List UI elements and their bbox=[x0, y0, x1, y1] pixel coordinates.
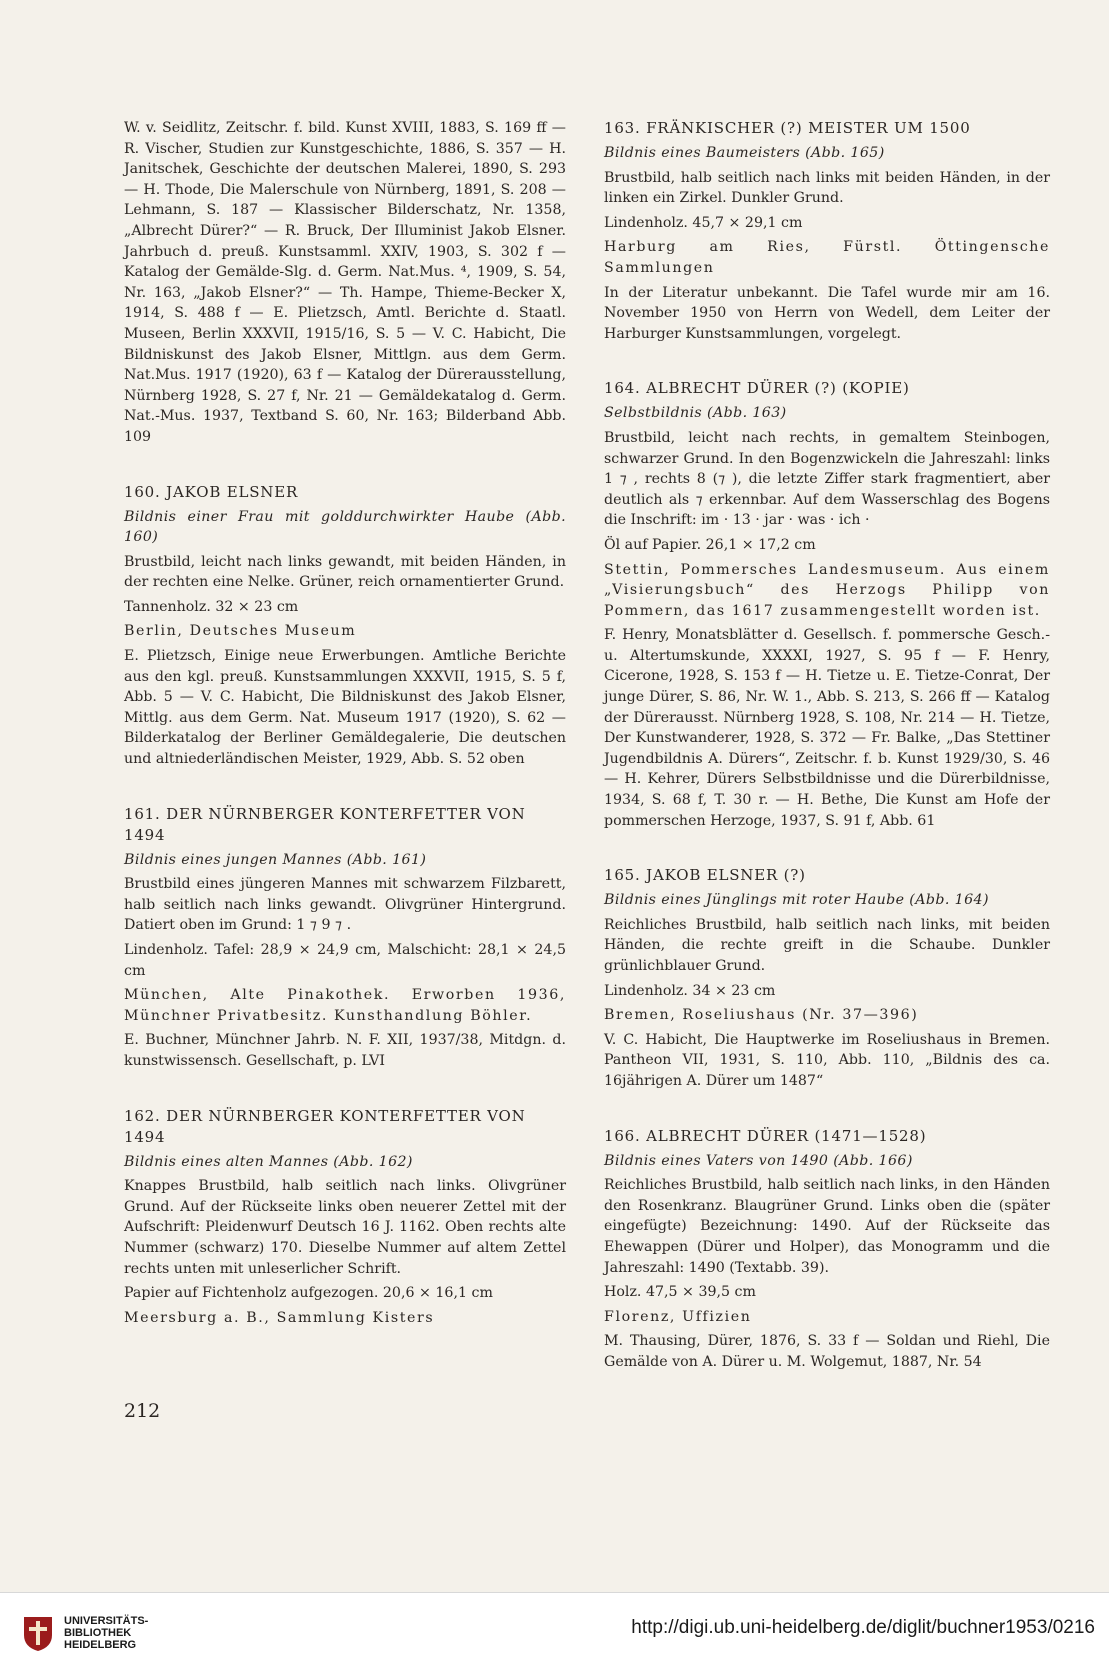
entry-bibliography: F. Henry, Monatsblätter d. Gesellsch. f. pommersche Gesch.- u. Altertumskunde, XXXXI, 1927, S. 95 f — F. Henry, Cicerone, 1928, S. 153 f — H. Tietze u. E. Tietze-Conrat, Der junge Dürer, S. 86, Nr. W. 1., Abb. S. 213, S. 266 ff — Katalog der Dürerausst. Nürnberg 1928, S. 108, Nr. 214 — H. Tietze, Der Kunstwanderer, 1928, S. 372 — Fr. Balke, „Das Stettiner Jugendbildnis A. Dürers“, Zeitschr. f. b. Kunst 1929/30, S. 46 — H. Kehrer, Dürers Selbstbildnisse und die Dürerbildnisse, 1934, S. 68 f, T. 30 r. — H. Bethe, Die Kunst am Hofe der pommerschen Herzoge, 1937, S. 91 f, Abb. 61 bbox=[604, 627, 1050, 829]
entry-heading: 165. JAKOB ELSNER (?) bbox=[604, 866, 806, 885]
catalog-entry-165 bbox=[604, 865, 1050, 1091]
entry-material: Holz. 47,5 × 39,5 cm bbox=[604, 1284, 756, 1301]
entry-subtitle: Selbstbildnis (Abb. 163) bbox=[604, 405, 787, 422]
entry-location: Meersburg a. B., Sammlung Kisters bbox=[124, 1309, 435, 1326]
entry-description: Brustbild eines jüngeren Mannes mit schwarzem Filzbarett, halb seitlich nach links gewandt. Olivgrüner Hintergrund. Datiert oben im Grund: 1 ⁊ 9 ⁊ . bbox=[124, 876, 566, 934]
entry-material: Öl auf Papier. 26,1 × 17,2 cm bbox=[604, 536, 816, 553]
catalog-entry-166 bbox=[604, 1126, 1050, 1373]
entry-heading: 164. ALBRECHT DÜRER (?) (KOPIE) bbox=[604, 379, 910, 398]
right-column bbox=[604, 118, 1050, 1407]
left-column bbox=[124, 118, 566, 1362]
entry-location: Harburg am Ries, Fürstl. Öttingensche Sammlungen bbox=[604, 239, 1050, 276]
entry-subtitle: Bildnis einer Frau mit golddurchwirkter Haube (Abb. 160) bbox=[124, 508, 566, 546]
catalog-entry-162 bbox=[124, 1106, 566, 1329]
bibliography-continuation bbox=[124, 118, 566, 448]
entry-bibliography: M. Thausing, Dürer, 1876, S. 33 f — Soldan und Riehl, Die Gemälde von A. Dürer u. M. Wolgemut, 1887, Nr. 54 bbox=[604, 1333, 1050, 1370]
footer-bar bbox=[0, 1592, 1109, 1673]
entry-heading: 161. DER NÜRNBERGER KONTERFETTER VON 1494 bbox=[124, 804, 526, 844]
entry-heading: 166. ALBRECHT DÜRER (1471—1528) bbox=[604, 1126, 927, 1145]
entry-subtitle: Bildnis eines alten Mannes (Abb. 162) bbox=[124, 1153, 413, 1170]
entry-subtitle: Bildnis eines Jünglings mit roter Haube (Abb. 164) bbox=[604, 892, 989, 909]
entry-material: Lindenholz. Tafel: 28,9 × 24,9 cm, Malschicht: 28,1 × 24,5 cm bbox=[124, 942, 566, 979]
entry-location: München, Alte Pinakothek. Erworben 1936, Münchner Privatbesitz. Kunsthandlung Böhler. bbox=[124, 987, 566, 1024]
entry-material: Lindenholz. 34 × 23 cm bbox=[604, 982, 776, 999]
entry-location: Florenz, Uffizien bbox=[604, 1308, 752, 1325]
permalink-url[interactable]: http://digi.ub.uni-heidelberg.de/diglit/buchner1953/0216 bbox=[631, 1617, 1095, 1638]
entry-description: Reichliches Brustbild, halb seitlich nach links, in den Händen den Rosenkranz. Blaugrüner Grund. Links oben die (später eingefügte) Bezeichnung: 1490. Auf der Rückseite das Ehewappen (Dürer und Holper), das Monogramm und die Jahreszahl: 1490 (Textabb. 39). bbox=[604, 1177, 1050, 1276]
entry-note: In der Literatur unbekannt. Die Tafel wurde mir am 16. November 1950 von Herrn von Wedell, dem Leiter der Harburger Kunstsammlungen, vorgelegt. bbox=[604, 284, 1050, 342]
entry-material: Tannenholz. 32 × 23 cm bbox=[124, 598, 299, 615]
entry-description: Brustbild, leicht nach links gewandt, mit beiden Händen, in der rechten eine Nelke. Grüner, reich ornamentierter Grund. bbox=[124, 553, 566, 591]
entry-heading: 160. JAKOB ELSNER bbox=[124, 482, 299, 501]
entry-heading: 162. DER NÜRNBERGER KONTERFETTER VON 1494 bbox=[124, 1106, 526, 1146]
entry-location: Stettin, Pommersches Landesmuseum. Aus einem „Visierungsbuch“ des Herzogs Philipp von Pommern, das 1617 zusammengestellt worden ist. bbox=[604, 561, 1050, 619]
university-seal-icon bbox=[20, 1613, 56, 1653]
entry-subtitle: Bildnis eines Vaters von 1490 (Abb. 166) bbox=[604, 1152, 913, 1169]
library-logo-text: UNIVERSITÄTS- BIBLIOTHEK HEIDELBERG bbox=[64, 1615, 149, 1651]
entry-material: Papier auf Fichtenholz aufgezogen. 20,6 × 16,1 cm bbox=[124, 1285, 493, 1302]
entry-bibliography: E. Buchner, Münchner Jahrb. N. F. XII, 1937/38, Mitdgn. d. kunstwissensch. Gesellschaft, p. LVI bbox=[124, 1032, 566, 1069]
catalog-entry-161 bbox=[124, 804, 566, 1072]
entry-location: Bremen, Roseliushaus (Nr. 37—396) bbox=[604, 1007, 919, 1024]
entry-description: Reichliches Brustbild, halb seitlich nach links, mit beiden Händen, die rechte greift in die Schaube. Dunkler grünlichblauer Grund. bbox=[604, 916, 1050, 974]
entry-location: Berlin, Deutsches Museum bbox=[124, 623, 357, 640]
entry-description: Brustbild, leicht nach rechts, in gemaltem Steinbogen, schwarzer Grund. In den Bogenzwickeln die Jahreszahl: links 1 ⁊ , rechts 8 (⁊ ), die letzte Ziffer stark fragmentiert, aber deutlich als ⁊ erkennbar. Auf dem Wasserschlag des Bogens die Inschrift: im · 13 · jar · was · ich · bbox=[604, 429, 1050, 529]
entry-bibliography: V. C. Habicht, Die Hauptwerke im Roseliushaus in Bremen. Pantheon VII, 1931, S. 110, Abb. 110, „Bildnis des ca. 16jährigen A. Dürer um 1487“ bbox=[604, 1031, 1050, 1089]
catalog-entry-164 bbox=[604, 378, 1050, 831]
catalog-entry-160 bbox=[124, 482, 566, 770]
entry-heading: 163. FRÄNKISCHER (?) MEISTER UM 1500 bbox=[604, 119, 971, 137]
entry-description: Knappes Brustbild, halb seitlich nach links. Olivgrüner Grund. Auf der Rückseite links oben neuerer Zettel mit der Aufschrift: Pleidenwurf Deutsch 16 J. 1162. Oben rechts alte Nummer (schwarz) 170. Dieselbe Nummer auf altem Zettel rechts unten mit unleserlicher Schrift. bbox=[124, 1178, 566, 1277]
bibliography-text: W. v. Seidlitz, Zeitschr. f. bild. Kunst XVIII, 1883, S. 169 ff — R. Vischer, Studien zur Kunstgeschichte, 1886, S. 357 — H. Janitschek, Geschichte der deutschen Malerei, 1890, S. 293 — H. Thode, Die Malerschule von Nürnberg, 1891, S. 208 — Lehmann, S. 187 — Klassischer Bilderschatz, Nr. 1358, „Albrecht Dürer?“ — R. Bruck, Der Illuminist Jakob Elsner. Jahrbuch d. preuß. Kunstsamml. XXIV, 1903, S. 302 f — Katalog der Gemälde-Slg. d. Germ. Nat.Mus. ⁴, 1909, S. 54, Nr. 163, „Jakob Elsner?“ — Th. Hampe, Thieme-Becker X, 1914, S. 488 f — E. Plietzsch, Amtl. Berichte d. Staatl. Museen, Berlin XXXVII, 1915/16, S. 5 — V. C. Habicht, Die Bildniskunst des Jakob Elsner, Mittlgn. aus dem Germ. Nat.Mus. 1917 (1920), 63 f — Katalog der Dürerausstellung, Nürnberg 1928, S. 27 f, Nr. 21 — Gemäldekatalog d. Germ. Nat.-Mus. 1937, Textband S. 60, Nr. 163; Bilderband Abb. 109 bbox=[124, 120, 566, 445]
page-number: 212 bbox=[124, 1400, 161, 1422]
entry-subtitle: Bildnis eines jungen Mannes (Abb. 161) bbox=[124, 851, 427, 868]
entry-description: Brustbild, halb seitlich nach links mit beiden Händen, in der linken ein Zirkel. Dunkler Grund. bbox=[604, 169, 1050, 207]
entry-material: Lindenholz. 45,7 × 29,1 cm bbox=[604, 214, 803, 231]
entry-subtitle: Bildnis eines Baumeisters (Abb. 165) bbox=[604, 145, 885, 161]
entry-bibliography: E. Plietzsch, Einige neue Erwerbungen. Amtliche Berichte aus den kgl. preuß. Kunstsammlungen XXXVII, 1915, S. 5 f, Abb. 5 — V. C. Habicht, Die Bildniskunst des Jakob Elsner, Mittlg. aus dem Germ. Nat. Museum 1917 (1920), S. 62 — Bilderkatalog der Berliner Gemäldegalerie, Die deutschen und altniederländischen Meister, 1929, Abb. S. 52 oben bbox=[124, 648, 566, 768]
catalog-entry-163 bbox=[604, 118, 1050, 344]
